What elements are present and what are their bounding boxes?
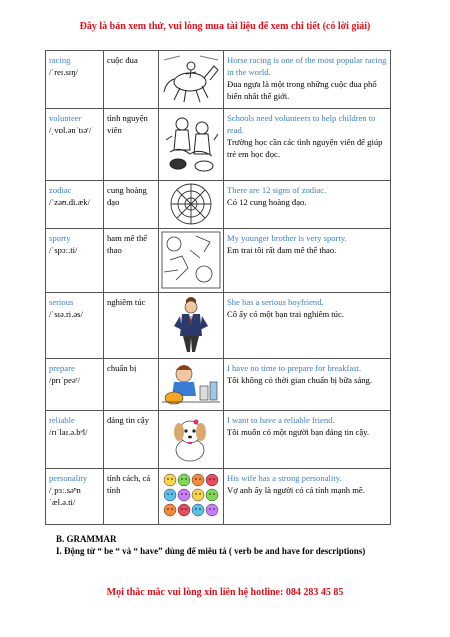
table-row	[46, 51, 391, 109]
image-cell	[159, 411, 224, 469]
example-vietnamese: Vợ anh ấy là người có cá tính mạnh mẽ.	[227, 485, 365, 495]
example-english: My younger brother is very sporty.	[227, 233, 347, 243]
table-row	[46, 229, 391, 293]
example-english: His wife has a strong personality.	[227, 473, 342, 483]
meaning-cell: cung hoàng đạo	[104, 181, 159, 229]
vocab-word: prepare	[49, 363, 75, 373]
example-cell	[224, 51, 391, 109]
vocab-word: sporty	[49, 233, 71, 243]
example-english: Horse racing is one of the most popular racing in the world.	[227, 55, 387, 77]
table-row	[46, 109, 391, 181]
meaning-cell: tình nguyện viên	[104, 109, 159, 181]
example-cell	[224, 181, 391, 229]
breakfast-icon	[160, 360, 222, 408]
example-cell	[224, 229, 391, 293]
vocab-ipa: /ˌpɜː.səⁿn ˈæl.ə.ti/	[49, 485, 81, 507]
example-vietnamese: Có 12 cung hoàng đạo.	[227, 197, 307, 207]
image-cell	[159, 293, 224, 359]
table-row	[46, 411, 391, 469]
image-cell	[159, 229, 224, 293]
example-vietnamese: Cô ấy có một bạn trai nghiêm túc.	[227, 309, 344, 319]
vocab-word: volunteer	[49, 113, 82, 123]
example-vietnamese: Em trai tôi rất đam mê thể thao.	[227, 245, 337, 255]
vocab-word: reliable	[49, 415, 75, 425]
example-vietnamese: Đua ngựa là một trong những cuộc đua phổ biến nhất thế giới.	[227, 79, 377, 101]
word-cell	[46, 359, 104, 411]
sports-icon	[160, 230, 222, 290]
word-cell	[46, 411, 104, 469]
grammar-section	[56, 533, 396, 557]
table-row	[46, 469, 391, 525]
vocab-word: serious	[49, 297, 74, 307]
hotline-notice: Mọi thắc mắc vui lòng xin liên hệ hotline: 084 283 45 85	[106, 587, 344, 598]
meaning-cell: chuẩn bị	[104, 359, 159, 411]
vocab-ipa: /ˈreɪ.sɪŋ/	[49, 67, 78, 77]
vocabulary-table	[45, 50, 391, 525]
example-english: Schools need volunteers to help children to read.	[227, 113, 376, 135]
vocab-word: racing	[49, 55, 71, 65]
table-row	[46, 359, 391, 411]
example-english: I have no time to prepare for breakfast.	[227, 363, 362, 373]
image-cell	[159, 109, 224, 181]
vocab-ipa: /ˌvɒl.ənˈtɪəʳ/	[49, 125, 92, 135]
example-english: I want to have a reliable friend.	[227, 415, 335, 425]
vocab-ipa: /ˈsɪə.ri.əs/	[49, 309, 83, 319]
vocab-ipa: /ˈzəʊ.di.æk/	[49, 197, 90, 207]
word-cell	[46, 229, 104, 293]
example-cell	[224, 293, 391, 359]
image-cell	[159, 469, 224, 525]
example-cell	[224, 109, 391, 181]
volunteer-icon	[160, 110, 222, 176]
zodiac-wheel-icon	[160, 182, 222, 226]
puppy-icon	[160, 412, 222, 466]
preview-notice-banner: Đây là bản xem thử, vui lòng mua tài liệu để xem chi tiết (có lời giải)	[79, 21, 371, 32]
meaning-cell: cuộc đua	[104, 51, 159, 109]
vocab-word: personality	[49, 473, 88, 483]
word-cell	[46, 181, 104, 229]
example-vietnamese: Trường học cần các tình nguyện viên để giúp trẻ em học đọc.	[227, 137, 383, 159]
grammar-title: I. Động từ “ be “ và “ have” dùng để miêu tả ( verb be and have for descriptions)	[56, 546, 366, 556]
table-row	[46, 293, 391, 359]
word-cell	[46, 293, 104, 359]
serious-man-icon	[160, 294, 222, 356]
word-cell	[46, 51, 104, 109]
word-cell	[46, 469, 104, 525]
example-cell	[224, 411, 391, 469]
image-cell	[159, 359, 224, 411]
meaning-cell: tính cách, cá tính	[104, 469, 159, 525]
vocab-ipa: /prɪˈpeəʳ/	[49, 375, 80, 385]
emoji-faces-icon	[160, 470, 222, 520]
meaning-cell: đáng tin cậy	[104, 411, 159, 469]
table-row	[46, 181, 391, 229]
vocab-ipa: /ˈspɔː.ti/	[49, 245, 78, 255]
vocab-word: zodiac	[49, 185, 72, 195]
meaning-cell: nghiêm túc	[104, 293, 159, 359]
example-cell	[224, 469, 391, 525]
example-cell	[224, 359, 391, 411]
section-heading: B. GRAMMAR	[56, 534, 117, 544]
meaning-cell: ham mê thể thao	[104, 229, 159, 293]
example-vietnamese: Tôi muốn có một người bạn đáng tin cậy.	[227, 427, 370, 437]
image-cell	[159, 51, 224, 109]
example-english: She has a serious boyfriend.	[227, 297, 324, 307]
image-cell	[159, 181, 224, 229]
example-vietnamese: Tôi không có thời gian chuẩn bị bữa sáng.	[227, 375, 373, 385]
example-english: There are 12 signs of zodiac.	[227, 185, 327, 195]
word-cell	[46, 109, 104, 181]
horse-racing-icon	[160, 52, 222, 104]
vocab-ipa: /rɪˈlaɪ.ə.bᵊl/	[49, 427, 88, 437]
